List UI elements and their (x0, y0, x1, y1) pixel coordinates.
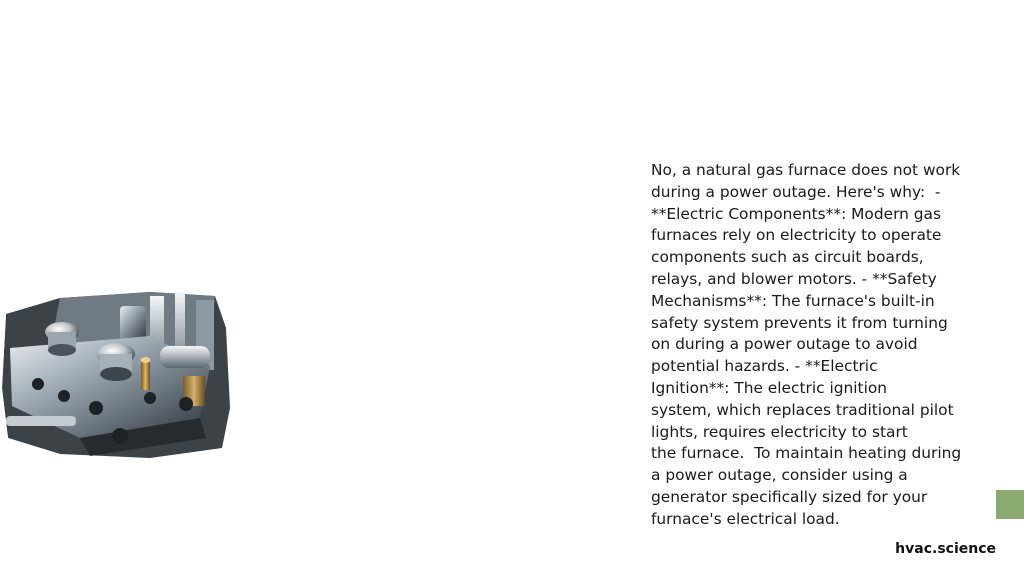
answer-line: relays, and blower motors. - **Safety (651, 269, 937, 288)
answer-line: on during a power outage to avoid (651, 335, 918, 354)
answer-line: **Electric Components**: Modern gas (651, 204, 942, 223)
answer-line: furnace's electrical load. (651, 509, 840, 528)
answer-line: lights, requires electricity to start (651, 422, 908, 441)
answer-line: Ignition**: The electric ignition (651, 378, 888, 397)
answer-line: safety system prevents it from turning (651, 313, 948, 332)
answer-line: a power outage, consider using a (651, 466, 908, 485)
answer-line: during a power outage. Here's why: - (651, 182, 941, 201)
answer-line: potential hazards. - **Electric (651, 357, 878, 376)
answer-line: components such as circuit boards, (651, 248, 924, 267)
answer-line: the furnace. To maintain heating during (651, 444, 962, 463)
answer-line: Mechanisms**: The furnace's built-in (651, 291, 935, 310)
answer-line: generator specifically sized for your (651, 487, 928, 506)
brand-label: hvac.science (895, 541, 996, 557)
answer-line: No, a natural gas furnace does not work (651, 161, 961, 179)
answer-line: system, which replaces traditional pilot (651, 400, 954, 419)
furnace-valve-image (0, 288, 232, 460)
answer-line: furnaces rely on electricity to operate (651, 226, 942, 245)
accent-block (996, 490, 1024, 519)
answer-text (651, 160, 986, 531)
